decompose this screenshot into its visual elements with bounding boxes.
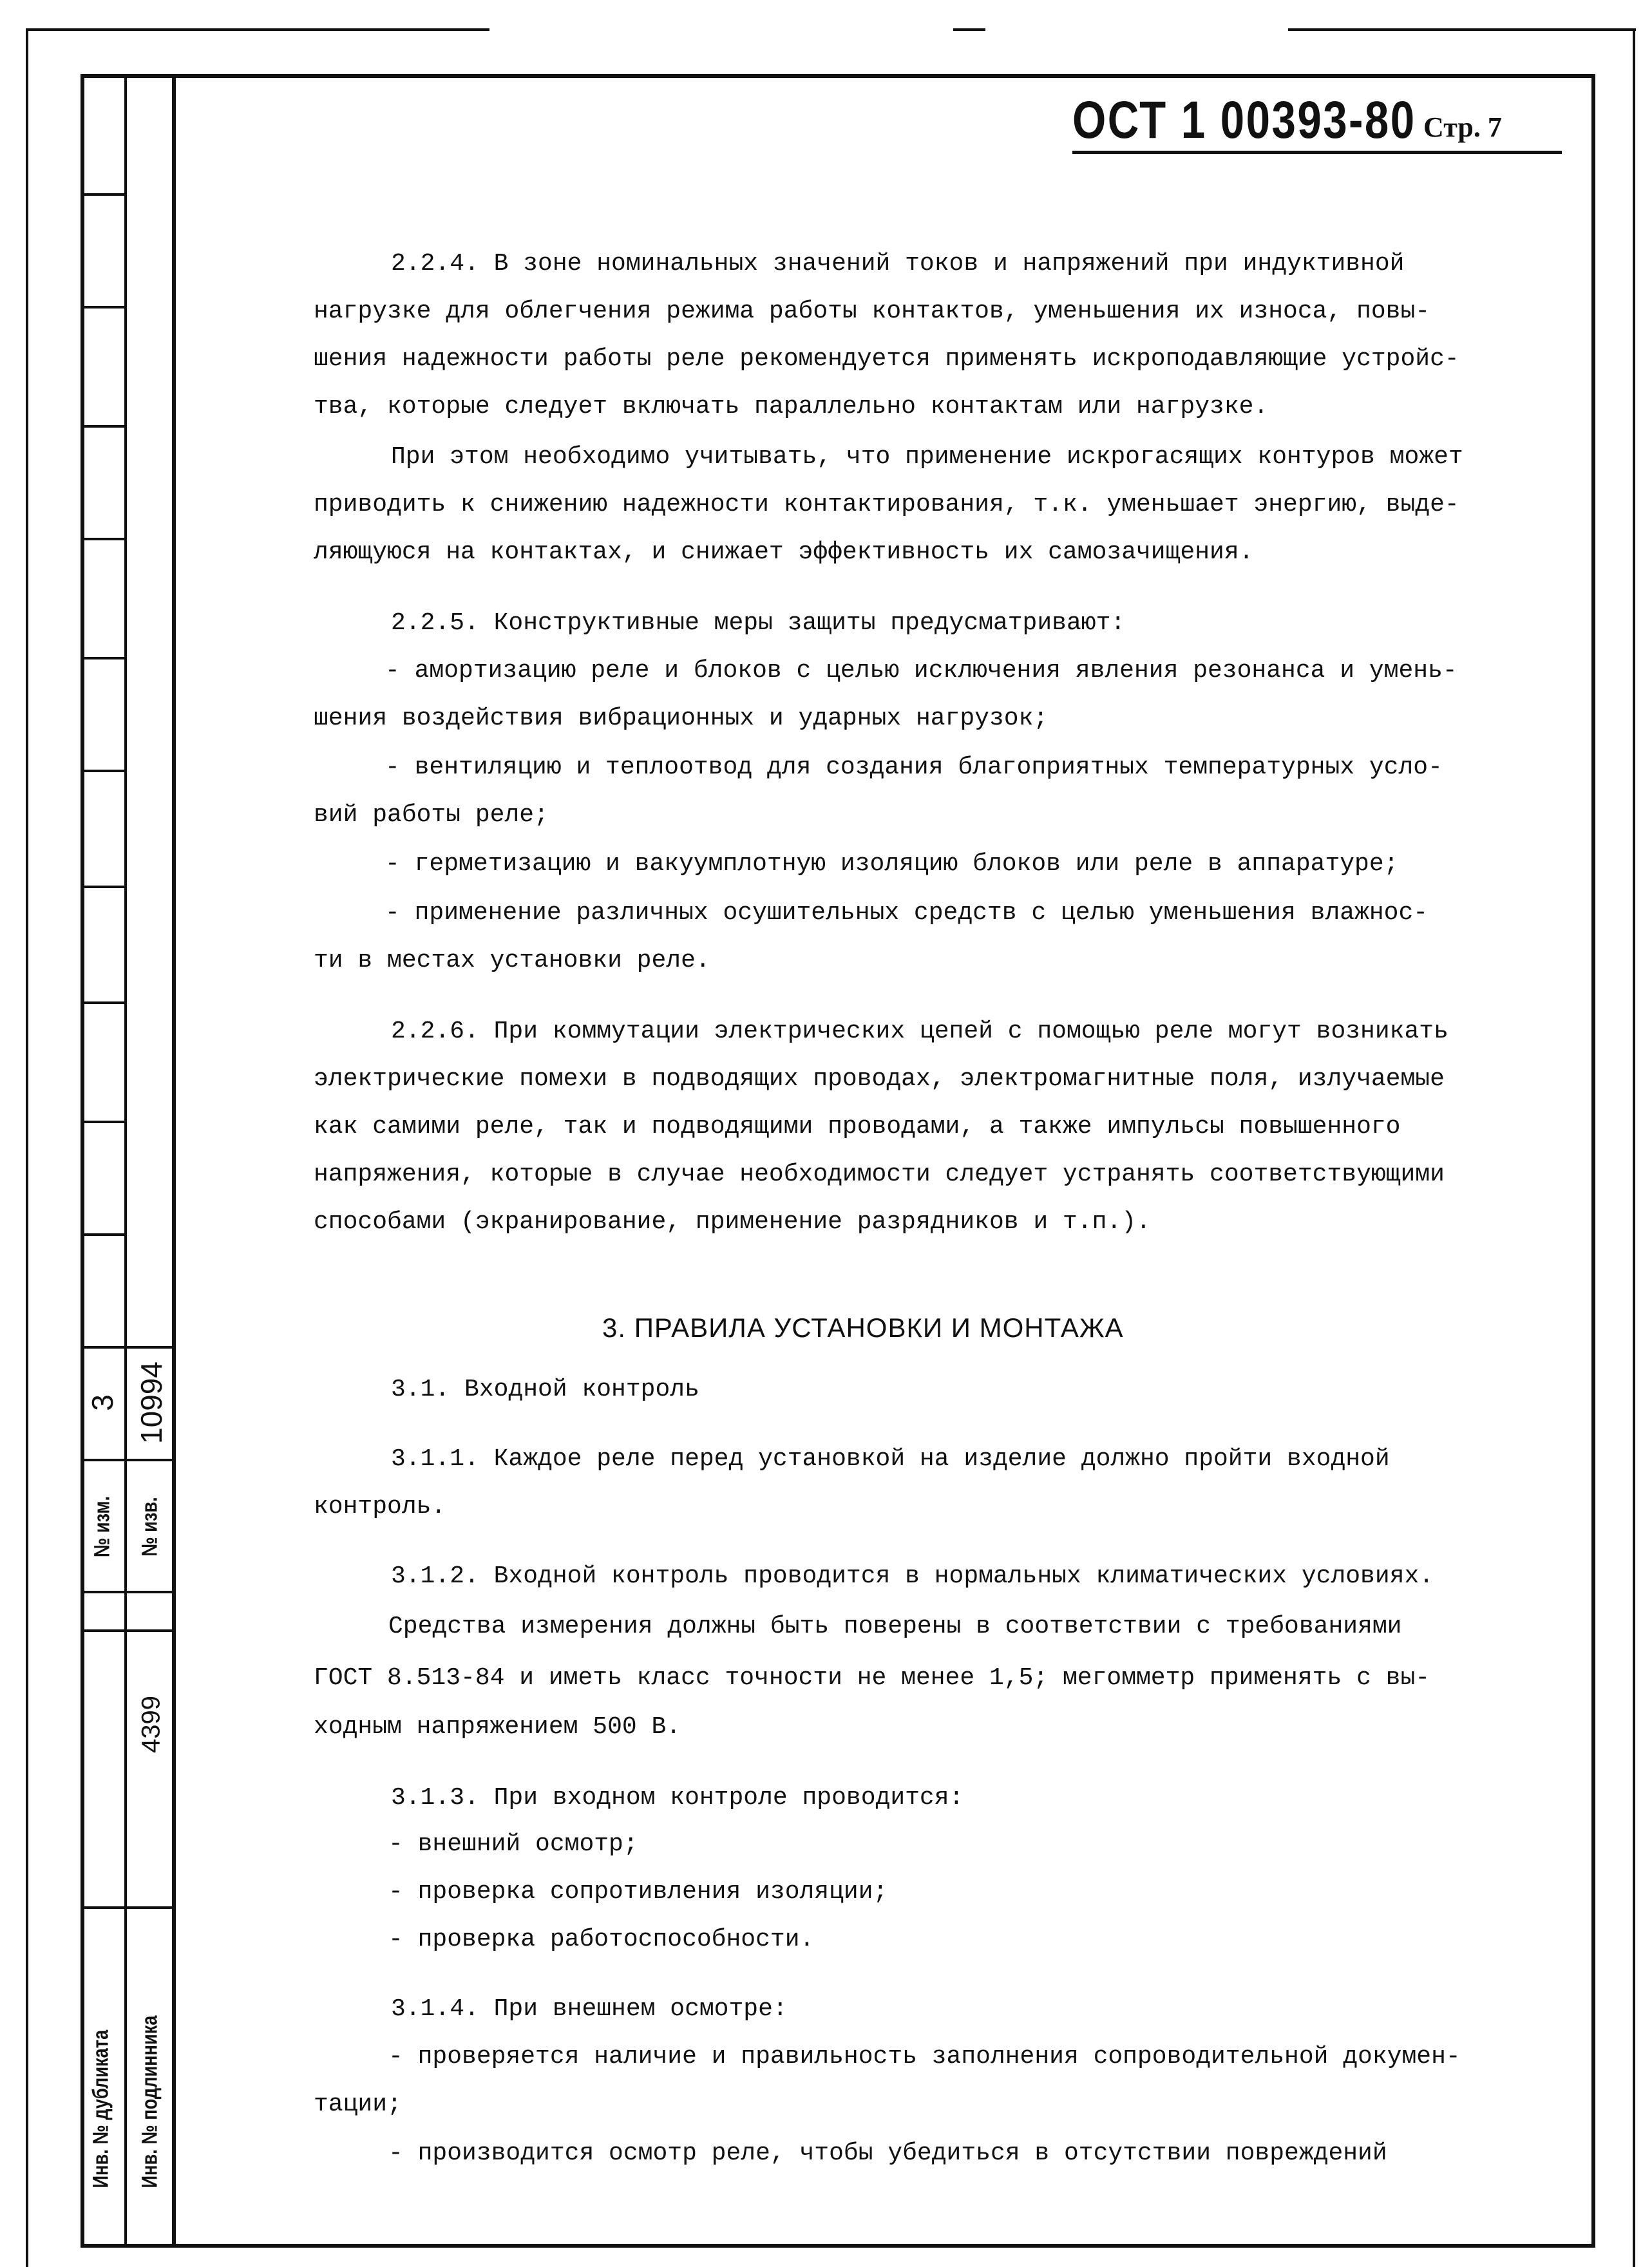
strip-cell-rule: [81, 1233, 126, 1236]
notice-no-value: 10994: [135, 1361, 168, 1444]
text-line: ляющуюся на контактах, и снижает эффективность их самозачищения.: [314, 538, 1254, 566]
text-line: ти в местах установки реле.: [314, 947, 710, 974]
text-line: - амортизацию реле и блоков с целью исключения явления резонанса и умень-: [385, 657, 1457, 685]
text-line: тва, которые следует включать параллельно контактам или нагрузке.: [314, 393, 1269, 421]
page-edge-left: [26, 28, 28, 2267]
strip-cell-rule: [81, 193, 126, 196]
strip-divider: [172, 74, 176, 2248]
scan-edge-gap: [985, 24, 1288, 32]
strip-divider: [124, 74, 127, 2248]
section-heading: 3. ПРАВИЛА УСТАНОВКИ И МОНТАЖА: [602, 1313, 1124, 1343]
text-line: 3.1.1. Каждое реле перед установкой на изделие должно пройти входной: [391, 1445, 1390, 1473]
strip-cell-rule: [81, 1591, 176, 1593]
text-line: шения воздействия вибрационных и ударных нагрузок;: [314, 705, 1049, 732]
text-line: - проверка работоспособности.: [388, 1926, 815, 1953]
change-no-value: 3: [86, 1394, 119, 1411]
text-line: 2.2.6. При коммутации электрических цепей с помощью реле могут возникать: [391, 1018, 1448, 1045]
text-line: электрические помехи в подводящих проводах, электромагнитные поля, излучаемые: [314, 1065, 1445, 1093]
text-line: вий работы реле;: [314, 801, 549, 829]
page-number: Стр. 7: [1423, 111, 1502, 143]
duplicate-inv-label: Инв. № дубликата: [88, 2029, 113, 2188]
strip-cell-rule: [81, 886, 126, 888]
text-line: - производится осмотр реле, чтобы убедиться в отсутствии повреждений: [388, 2139, 1387, 2167]
strip-cell-rule: [81, 1629, 176, 1632]
text-line: 3.1.2. Входной контроль проводится в нормальных климатических условиях.: [391, 1562, 1434, 1590]
header-underline: [1072, 151, 1562, 154]
text-line: - проверяется наличие и правильность заполнения сопроводительной докумен-: [388, 2043, 1461, 2071]
strip-cell-rule: [81, 770, 126, 772]
strip-cell-rule: [81, 425, 126, 428]
strip-cell-rule: [81, 1459, 176, 1461]
strip-cell-rule: [81, 1001, 126, 1004]
original-inv-label: Инв. № подлинника: [137, 2015, 162, 2188]
strip-cell-rule: [81, 657, 126, 659]
text-line: ГОСТ 8.513-84 и иметь класс точности не менее 1,5; мегомметр применять с вы-: [314, 1664, 1430, 1692]
text-line: - вентиляцию и теплоотвод для создания благоприятных температурных усло-: [385, 754, 1443, 781]
standard-code: ОСТ 1 00393-80: [1072, 91, 1416, 149]
strip-cell-rule: [81, 306, 126, 308]
change-no-label: № изм.: [90, 1495, 115, 1558]
page-edge-right: [1633, 28, 1635, 2267]
strip-cell-rule: [81, 1346, 176, 1349]
text-line: Средства измерения должны быть поверены в соответствии с требованиями: [388, 1613, 1402, 1640]
strip-cell-rule: [81, 1121, 126, 1123]
text-line: 3.1.3. При входном контроле проводится:: [391, 1784, 964, 1812]
text-line: При этом необходимо учитывать, что применение искрогасящих контуров может: [391, 443, 1463, 471]
page-header: [1072, 90, 1562, 155]
text-line: тации;: [314, 2091, 402, 2118]
text-line: - проверка сопротивления изоляции;: [388, 1878, 888, 1906]
text-line: напряжения, которые в случае необходимости следует устранять соответствующими: [314, 1161, 1445, 1188]
side-stamp-strip: [81, 74, 176, 2248]
strip-cell-rule: [81, 538, 126, 540]
text-line: нагрузке для облегчения режима работы контактов, уменьшения их износа, повы-: [314, 298, 1430, 325]
scan-edge-gap: [489, 26, 953, 33]
text-line: приводить к снижению надежности контактирования, т.к. уменьшает энергию, выде-: [314, 491, 1459, 518]
text-line: способами (экранирование, применение разрядников и т.п.).: [314, 1208, 1151, 1236]
original-inv-value: 4399: [137, 1696, 166, 1753]
text-line: - применение различных осушительных средств с целью уменьшения влажнос-: [385, 899, 1429, 927]
text-line: 2.2.4. В зоне номинальных значений токов и напряжений при индуктивной: [391, 250, 1405, 278]
text-line: 3.1.4. При внешнем осмотре:: [391, 1995, 788, 2023]
text-line: - герметизацию и вакуумплотную изоляцию блоков или реле в аппаратуре;: [385, 850, 1399, 878]
text-line: - внешний осмотр;: [388, 1830, 638, 1858]
notice-no-label: № изв.: [137, 1497, 162, 1557]
text-line: шения надежности работы реле рекомендуется применять искроподавляющие устройс-: [314, 345, 1459, 373]
text-line: контроль.: [314, 1493, 446, 1521]
text-line: 2.2.5. Конструктивные меры защиты предусматривают:: [391, 609, 1126, 637]
text-line: ходным напряжением 500 В.: [314, 1713, 681, 1741]
text-line: как самими реле, так и подводящими проводами, а также импульсы повышенного: [314, 1113, 1401, 1141]
text-line: 3.1. Входной контроль: [391, 1376, 699, 1403]
strip-cell-rule: [81, 1906, 176, 1909]
